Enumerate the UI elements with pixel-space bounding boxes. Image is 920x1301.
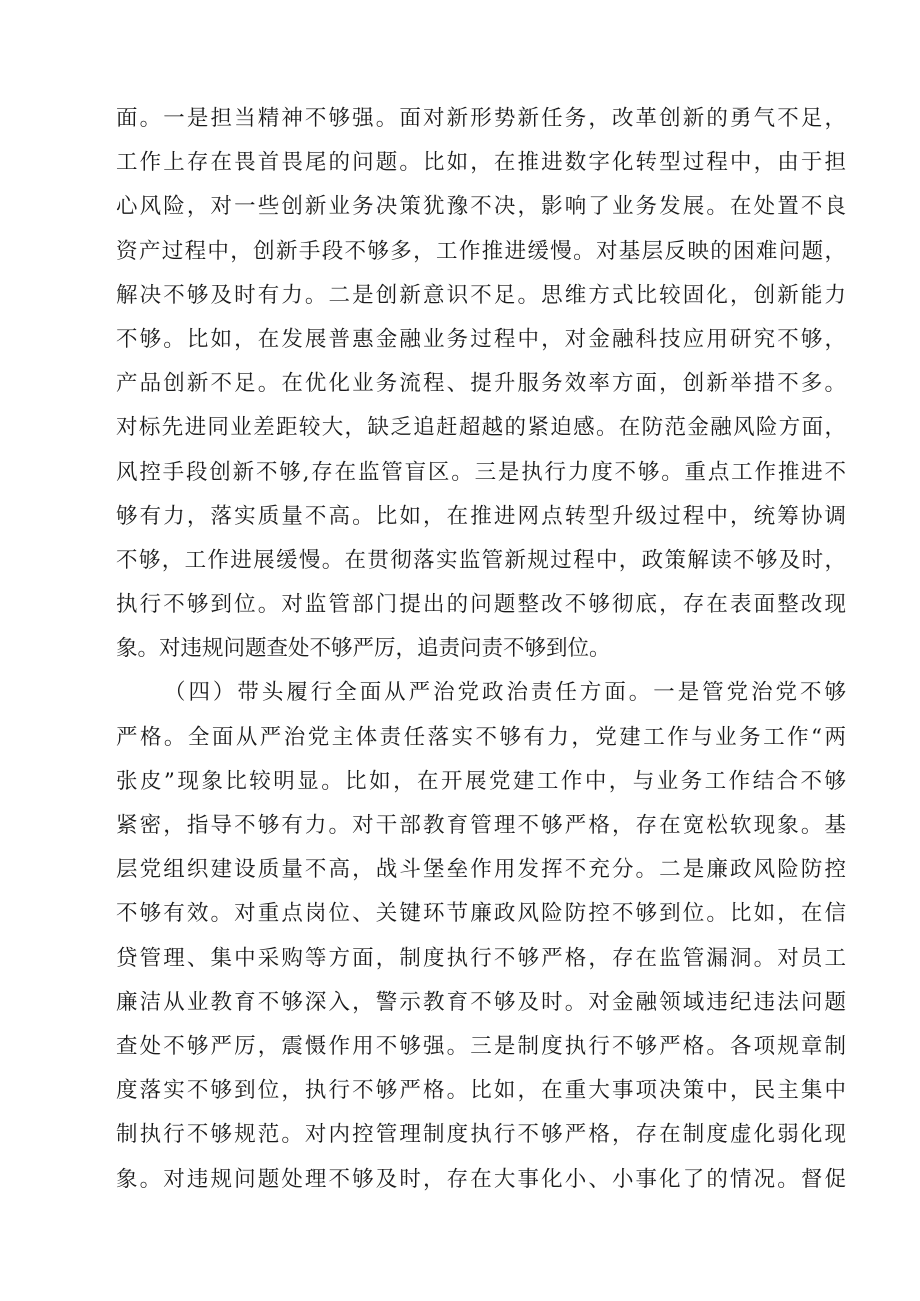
text-line-4: 资产过程中，创新手段不够多，工作推进缓慢。对基层反映的困难问题，	[116, 238, 846, 264]
text-line-8: 对标先进同业差距较大，缺乏追赶超越的紧迫感。在防范金融风险方面，	[116, 415, 846, 441]
text-line-16: 张皮”现象比较明显。比如，在开展党建工作中，与业务工作结合不够	[116, 768, 846, 794]
text-line-23: 度落实不够到位，执行不够严格。比如，在重大事项决策中，民主集中	[116, 1078, 846, 1104]
text-line-10: 够有力，落实质量不高。比如，在推进网点转型升级过程中，统筹协调	[116, 503, 846, 529]
text-line-25: 象。对违规问题处理不够及时，存在大事化小、小事化了的情况。督促	[116, 1166, 846, 1192]
text-line-1: 面。一是担当精神不够强。面对新形势新任务，改革创新的勇气不足，	[116, 106, 846, 131]
text-line-22: 查处不够严厉，震慑作用不够强。三是制度执行不够严格。各项规章制	[116, 1033, 846, 1059]
text-line-5: 解决不够及时有力。二是创新意识不足。思维方式比较固化，创新能力	[116, 282, 846, 308]
text-line-24: 制执行不够规范。对内控管理制度执行不够严格，存在制度虚化弱化现	[116, 1122, 846, 1148]
text-line-14-section-heading: （四）带头履行全面从严治党政治责任方面。一是管党治党不够	[164, 680, 846, 706]
text-line-6: 不够。比如，在发展普惠金融业务过程中，对金融科技应用研究不够，	[116, 326, 846, 352]
text-line-21: 廉洁从业教育不够深入，警示教育不够及时。对金融领域违纪违法问题	[116, 989, 846, 1015]
text-line-7: 产品创新不足。在优化业务流程、提升服务效率方面，创新举措不多。	[116, 371, 846, 397]
text-line-17: 紧密，指导不够有力。对干部教育管理不够严格，存在宽松软现象。基	[116, 813, 846, 838]
text-line-19: 不够有效。对重点岗位、关键环节廉政风险防控不够到位。比如，在信	[116, 901, 846, 927]
text-line-9: 风控手段创新不够,存在监管盲区。三是执行力度不够。重点工作推进不	[116, 459, 846, 485]
text-line-18: 层党组织建设质量不高，战斗堡垒作用发挥不充分。二是廉政风险防控	[116, 857, 846, 883]
text-line-3: 心风险，对一些创新业务决策犹豫不决，影响了业务发展。在处置不良	[116, 194, 846, 220]
text-line-20: 贷管理、集中采购等方面，制度执行不够严格，存在监管漏洞。对员工	[116, 945, 846, 971]
text-line-13: 象。对违规问题查处不够严厉，追责问责不够到位。	[116, 636, 611, 662]
text-line-15: 严格。全面从严治党主体责任落实不够有力，党建工作与业务工作“两	[116, 724, 846, 750]
text-line-11: 不够，工作进展缓慢。在贯彻落实监管新规过程中，政策解读不够及时，	[116, 547, 846, 573]
text-line-2: 工作上存在畏首畏尾的问题。比如，在推进数字化转型过程中，由于担	[116, 150, 846, 176]
text-line-12: 执行不够到位。对监管部门提出的问题整改不够彻底，存在表面整改现	[116, 592, 846, 618]
body-text	[116, 97, 846, 1202]
